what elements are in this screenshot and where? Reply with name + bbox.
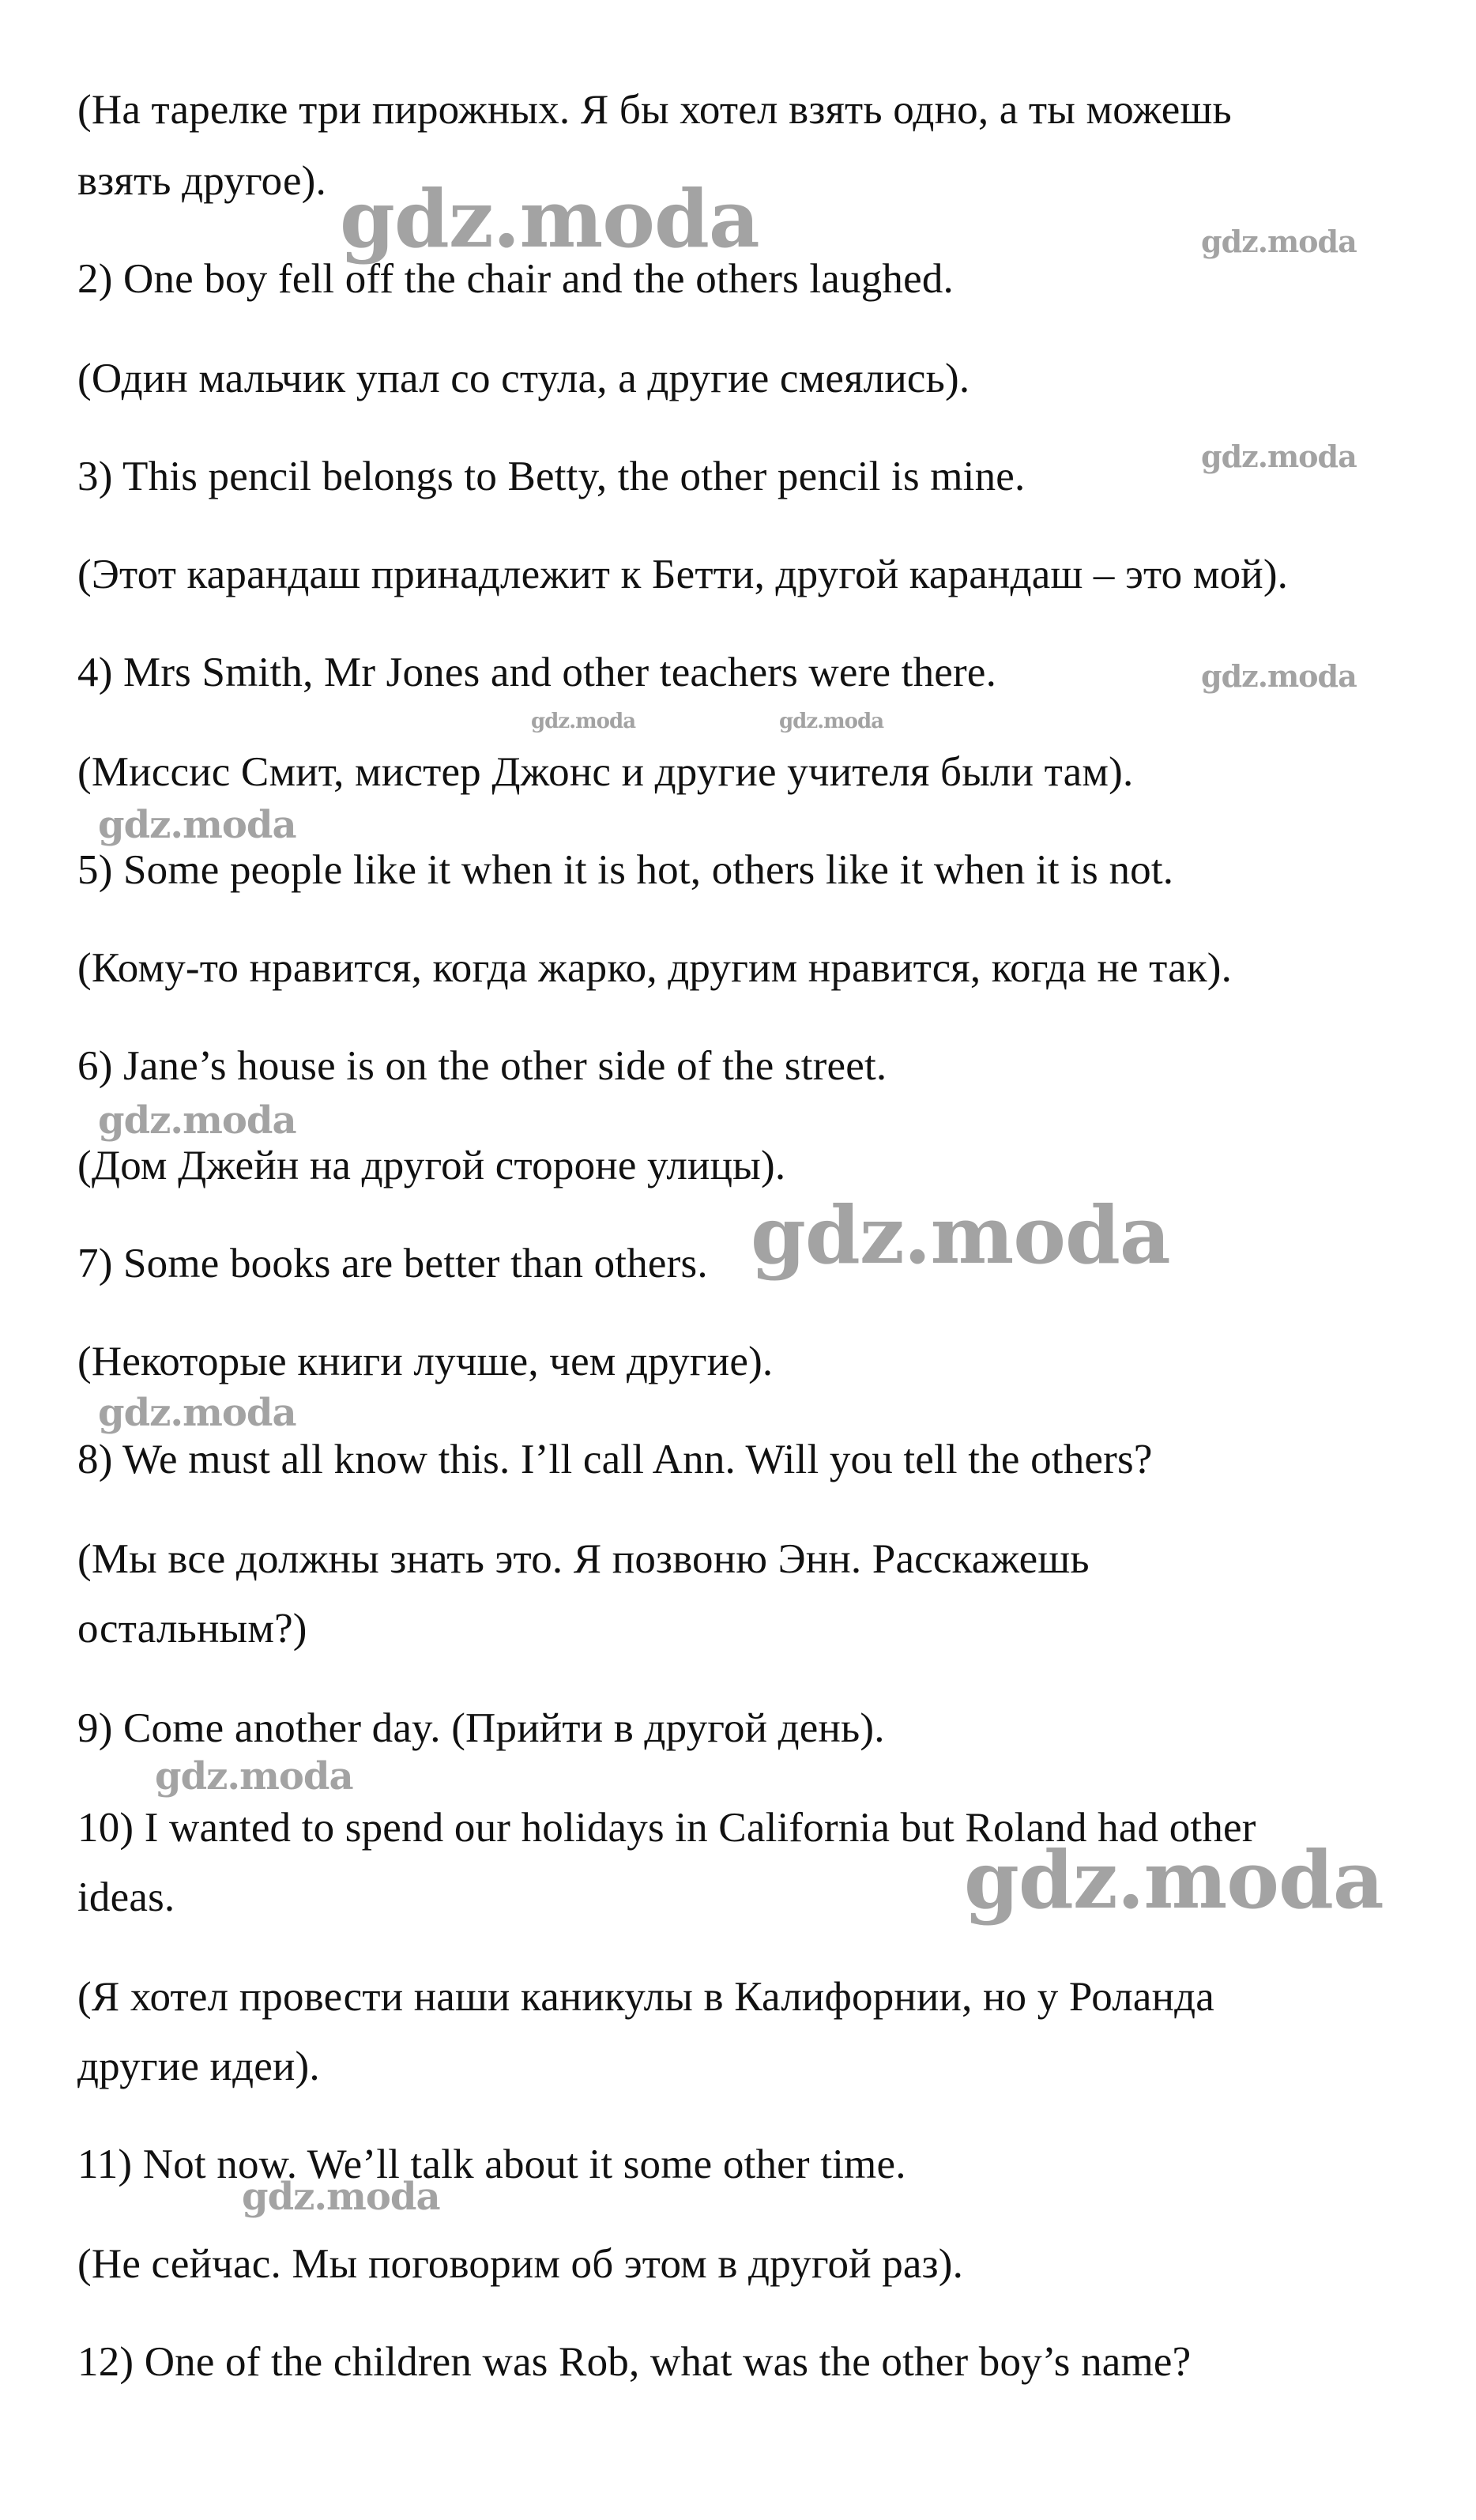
watermark: gdz.moda [1201,224,1357,259]
text-line-9: 9) Come another day. (Прийти в другой день). [77,1705,885,1751]
text-line-6-en: 6) Jane’s house is on the other side of the street. [77,1043,887,1089]
text-line-1a: (На тарелке три пирожных. Я бы хотел взять одно, а ты можешь [77,87,1232,133]
text-line-11-ru: (Не сейчас. Мы поговорим об этом в другой раз). [77,2241,964,2287]
text-line-11-en: 11) Not now. We’ll talk about it some other time. [77,2141,906,2187]
text-line-2-en: 2) One boy fell off the chair and the others laughed. [77,256,955,302]
watermark: gdz.moda [98,803,296,847]
text-line-4-ru: (Миссис Смит, мистер Джонс и другие учителя были там). [77,749,1134,795]
watermark: gdz.moda [155,1754,353,1799]
text-line-10-ru-b: другие идеи). [77,2043,320,2089]
text-line-10-en-a: 10) I wanted to spend our holidays in California but Roland had other [77,1805,1256,1851]
text-line-7-en: 7) Some books are better than others. [77,1241,708,1286]
text-line-10-en-b: ideas. [77,1874,175,1920]
text-line-10-ru-a: (Я хотел провести наши каникулы в Калифорнии, но у Роланда [77,1974,1215,2020]
watermark: gdz.moda [1201,439,1357,474]
text-line-5-en: 5) Some people like it when it is hot, others like it when it is not. [77,847,1174,893]
text-line-6-ru: (Дом Джейн на другой стороне улицы). [77,1143,786,1188]
text-line-8-ru-a: (Мы все должны знать это. Я позвоню Энн. Расскажешь [77,1536,1090,1582]
text-line-4-en: 4) Mrs Smith, Mr Jones and other teachers were there. [77,650,997,695]
text-line-8-en: 8) We must all know this. I’ll call Ann. Will you tell the others? [77,1437,1153,1482]
text-line-5-ru: (Кому-то нравится, когда жарко, другим нравится, когда не так). [77,945,1233,991]
text-line-3-en: 3) This pencil belongs to Betty, the other pencil is mine. [77,454,1026,499]
watermark: gdz.moda [98,1098,296,1143]
watermark: gdz.moda [779,710,884,733]
watermark: gdz.moda [1201,658,1357,694]
text-line-7-ru: (Некоторые книги лучше, чем другие). [77,1339,774,1384]
text-line-2-ru: (Один мальчик упал со стула, а другие смеялись). [77,356,970,401]
text-line-1b: взять другое). [77,158,326,204]
text-line-8-ru-b: остальным?) [77,1606,307,1652]
watermark: gdz.moda [964,1833,1384,1927]
watermark: gdz.moda [751,1188,1170,1282]
watermark: gdz.moda [98,1391,296,1435]
watermark: gdz.moda [531,710,636,733]
watermark: gdz.moda [242,2175,440,2219]
text-line-12-en: 12) One of the children was Rob, what was the other boy’s name? [77,2339,1192,2385]
watermark: gdz.moda [340,172,759,266]
text-line-3-ru: (Этот карандаш принадлежит к Бетти, другой карандаш – это мой). [77,552,1289,597]
